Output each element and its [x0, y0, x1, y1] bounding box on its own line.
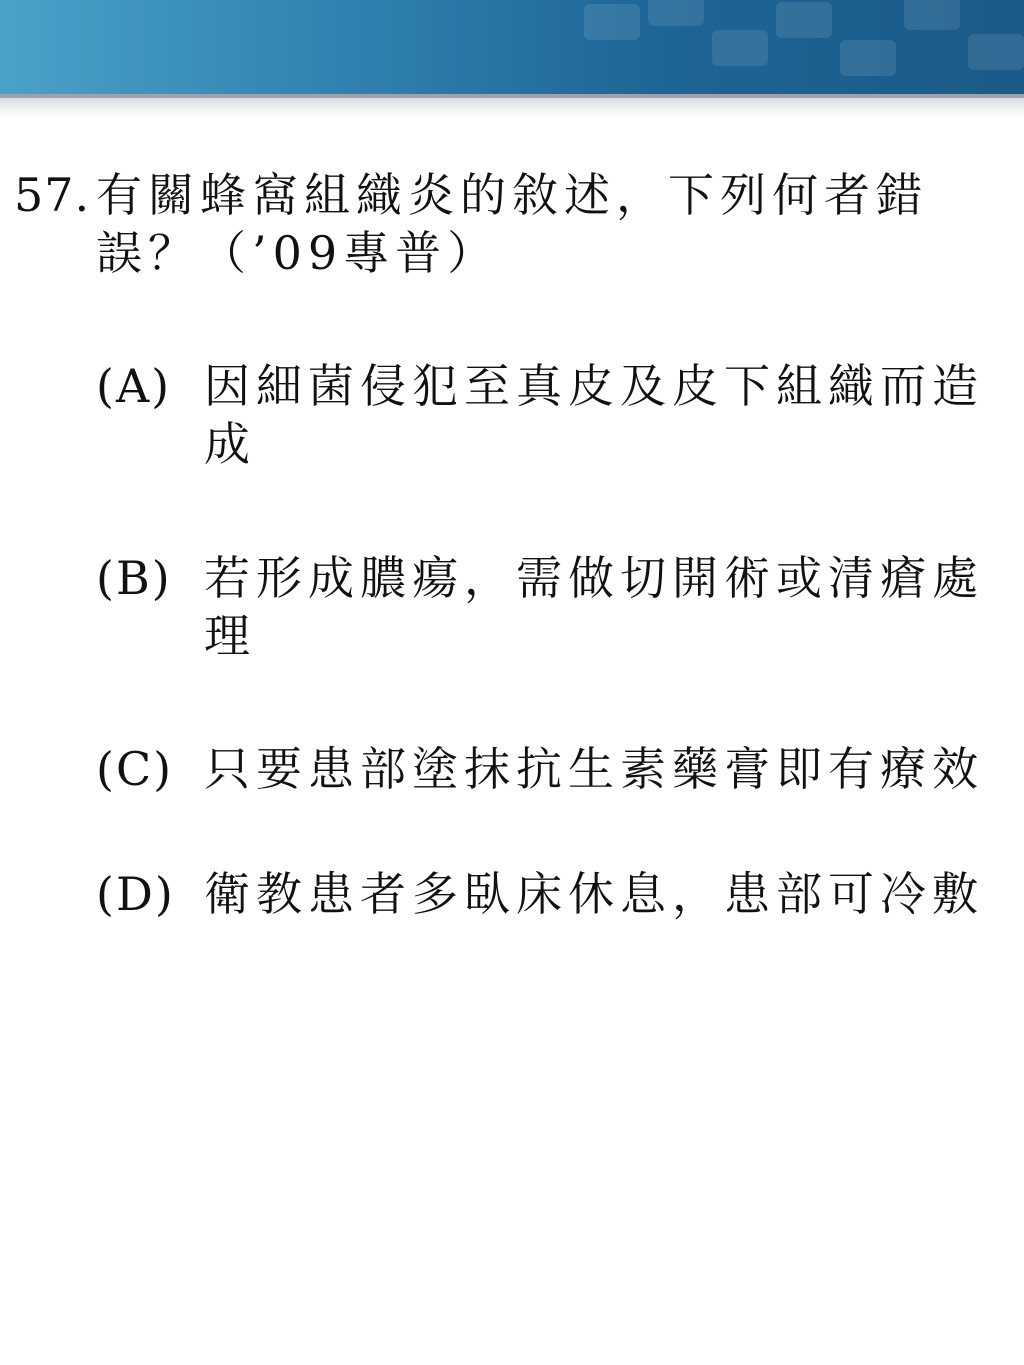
question-stem-line: 誤？（’09專普）	[96, 226, 500, 280]
option-text-line: 只要患部塗抹抗生素藥膏即有療效	[204, 742, 984, 796]
header-band	[0, 0, 1024, 94]
question-number: 57.	[14, 168, 91, 222]
header-shadow	[0, 98, 1024, 118]
option-label: (B)	[96, 551, 172, 605]
option-text	[204, 357, 1004, 473]
option-text	[204, 865, 1004, 923]
option-text-line: 衛教患者多臥床休息，患部可冷敷	[204, 867, 984, 921]
option-label: (A)	[96, 359, 172, 413]
option-text	[204, 549, 1004, 665]
header-decoration	[544, 0, 1024, 94]
option-text-line: 理	[204, 609, 256, 663]
option-label: (D)	[96, 867, 175, 921]
option-label: (C)	[96, 742, 174, 796]
question-stem-line: 有關蜂窩組織炎的敘述，下列何者錯	[96, 168, 928, 222]
option-text	[204, 740, 1004, 798]
option-text-line: 因細菌侵犯至真皮及皮下組織而造	[204, 359, 984, 413]
question-stem	[96, 166, 956, 282]
option-text-line: 若形成膿瘍，需做切開術或清瘡處	[204, 551, 984, 605]
option-text-line: 成	[204, 417, 256, 471]
